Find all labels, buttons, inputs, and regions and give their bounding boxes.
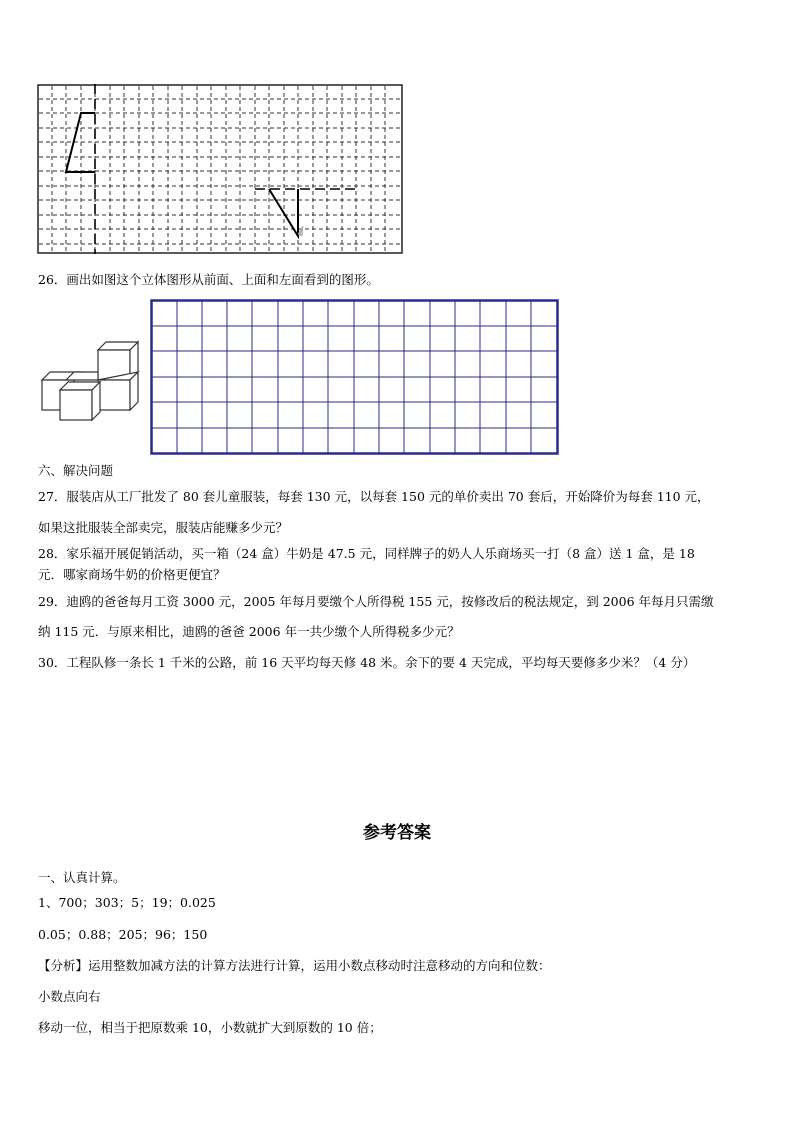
problem-29-line2: 纳 115 元．与原来相比，迪鸥的爸爸 2006 年一共少缴个人所得税多少元？ [38,624,460,639]
problem-28-line1: 28．家乐福开展促销活动，买一箱（24 盒）牛奶是 47.5 元，同样牌子的奶人人乐商场买一打（8 盒）送 1 盒，是 18 [38,546,695,561]
note-move-one: 移动一位，相当于把原数乘 10，小数就扩大到原数的 10 倍； [38,1020,382,1035]
analysis-text: 【分析】运用整数加减方法的计算方法进行计算，运用小数点移动时注意移动的方向和位数： [38,958,551,973]
drawing-answer-grid[interactable] [150,299,560,456]
cube-stack-figure [38,338,142,424]
answer-1-line1: 1、700；303；5；19；0.025 [38,895,216,910]
answer-key-title: 参考答案 [363,823,431,843]
dashed-grid-figure [37,84,405,256]
answer-1-line2: 0.05；0.88；205；96；150 [38,927,208,942]
problem-26-text: 26．画出如图这个立体图形从前面、上面和左面看到的图形。 [38,272,379,287]
section-6-heading: 六、解决问题 [38,463,114,478]
answer-section-1-heading: 一、认真计算。 [38,870,126,885]
grid-border [38,85,402,253]
problem-29-line1: 29．迪鸥的爸爸每月工资 3000 元，2005 年每月要缴个人所得税 155 元，按修改后的税法规定，到 2006 年每月只需缴 [38,594,714,609]
problem-27-line2: 如果这批服装全部卖完，服装店能赚多少元？ [38,520,289,535]
dashed-grid-lines [39,86,401,252]
note-decimal-right: 小数点向右 [38,989,101,1004]
problem-27-line1: 27．服装店从工厂批发了 80 套儿童服装，每套 130 元，以每套 150 元的单价卖出 70 套后，开始降价为每套 110 元， [38,489,710,504]
problem-28-line2: 元．哪家商场牛奶的价格更便宜？ [38,567,226,582]
problem-30-line1: 30．工程队修一条长 1 千米的公路，前 16 天平均每天修 48 米。余下的要 4 天完成，平均每天要修多少米？（4 分） [38,655,696,670]
